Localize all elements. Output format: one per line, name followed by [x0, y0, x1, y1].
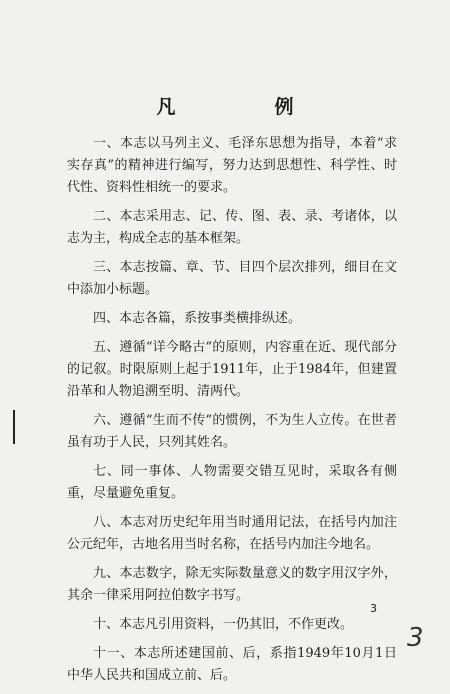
binding-mark — [12, 410, 16, 444]
page-title: 凡 例 — [156, 96, 334, 118]
rule-6: 六、遵循“生而不传”的惯例，不为生人立传。在世者虽有功于人民，只列其姓名。 — [67, 413, 397, 450]
rule-4: 四、本志各篇，系按事类横排纵述。 — [93, 311, 302, 326]
rule-5: 五、遵循“详今略古”的原则，内容重在近、现代部分的记叙。时限原则上起于1911年，止于1984年，但建置沿革和人物追溯至明、清两代。 — [67, 340, 397, 399]
page-number: 3 — [370, 602, 377, 615]
rule-3: 三、本志按篇、章、节、目四个层次排列，细目在文中添加小标题。 — [67, 260, 397, 297]
handwritten-page-number: 3 — [407, 623, 424, 653]
rules-list — [67, 133, 397, 694]
rule-10: 十、本志凡引用资料，一仍其旧，不作更改。 — [93, 617, 354, 632]
rule-9: 九、本志数字，除无实际数量意义的数字用汉字外，其余一律采用阿拉伯数字书写。 — [67, 566, 397, 603]
rule-7: 七、同一事体、人物需要交错互见时，采取各有侧重，尽量避免重复。 — [67, 464, 397, 501]
rule-2: 二、本志采用志、记、传、图、表、录、考诸体，以志为主，构成全志的基本框架。 — [67, 209, 397, 246]
rule-1: 一、本志以马列主义、毛泽东思想为指导，本着“求实存真”的精神进行编写，努力达到思想性、科学性、时代性、资料性相统一的要求。 — [67, 136, 397, 195]
rule-8: 八、本志对历史纪年用当时通用记法，在括号内加注公元纪年，古地名用当时名称，在括号内加注今地名。 — [67, 515, 397, 552]
rule-11: 十一、本志所述建国前、后，系指1949年10月1日中华人民共和国成立前、后。 — [67, 646, 397, 683]
